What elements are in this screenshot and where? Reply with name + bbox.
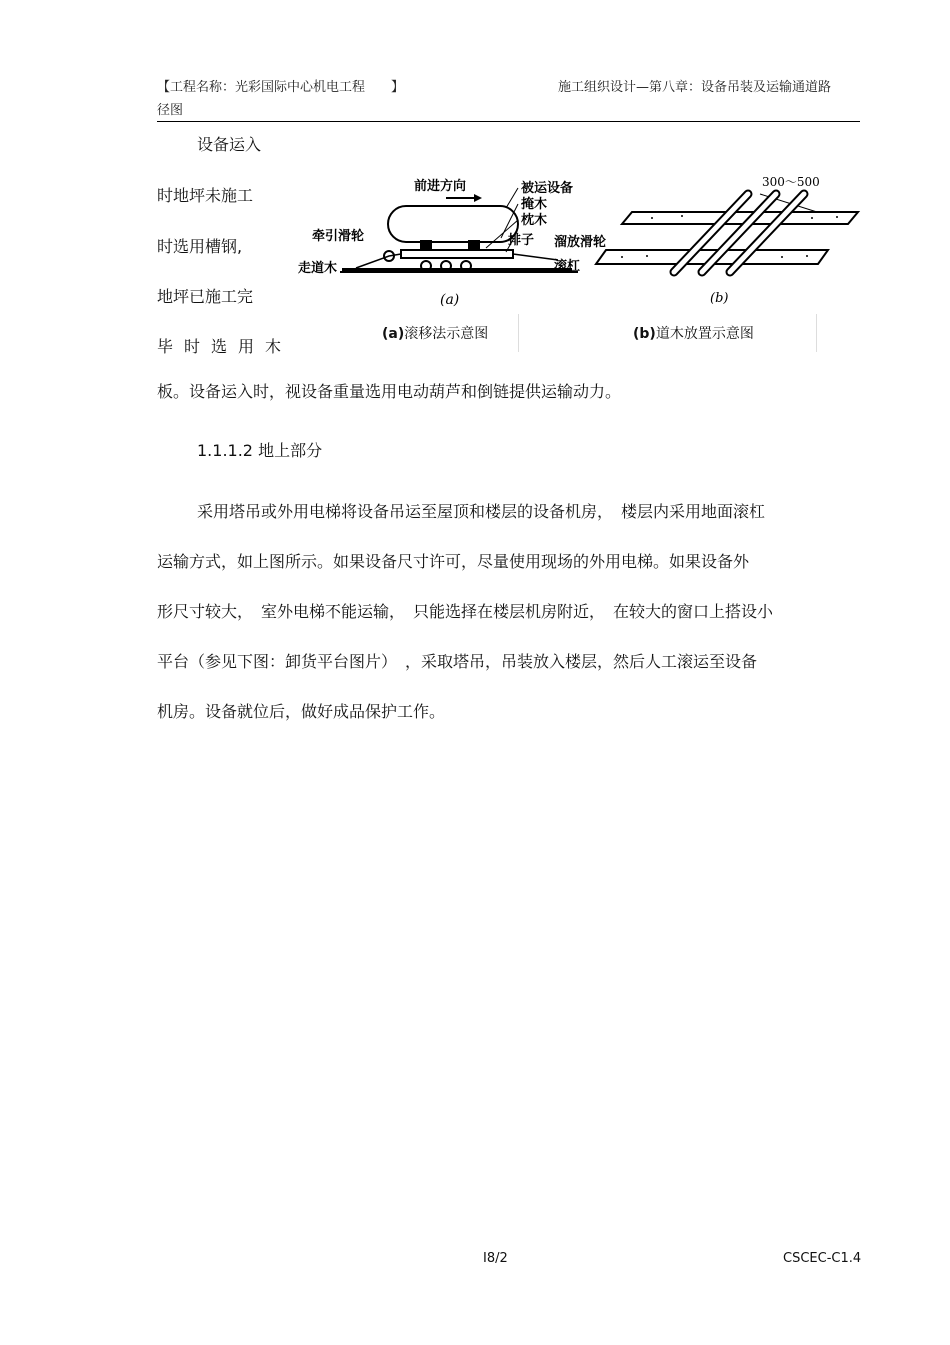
subfig-label-a: (a)	[440, 292, 460, 308]
support-block-left	[420, 240, 432, 250]
caption-divider-1	[518, 314, 519, 352]
caption-b-text: 道木放置示意图	[655, 326, 754, 342]
left-text-line-3: 时选用槽钢,	[157, 237, 243, 256]
label-release-pulley: 溜放滑轮	[554, 235, 607, 250]
paragraph-2-line-5: 机房。设备就位后，做好成品保护工作。	[157, 702, 446, 721]
section-heading: 1.1.1.2 地上部分	[197, 441, 323, 460]
support-block-right	[468, 240, 480, 250]
label-pull-pulley: 牵引滑轮	[312, 229, 365, 244]
label-equipment: 被运设备	[521, 181, 574, 196]
caption-b	[633, 323, 754, 343]
paragraph-1-tail: 板。设备运入时，视设备重量选用电动葫芦和倒链提供运输动力。	[157, 382, 622, 401]
left-text-line-1: 设备运入	[197, 135, 262, 154]
caption-divider-2	[816, 314, 817, 352]
caption-b-prefix: (b)	[633, 326, 656, 342]
label-track-wood: 走道木	[298, 261, 338, 276]
label-raft: 排子	[508, 233, 535, 248]
raft-shape	[401, 250, 513, 258]
caption-a-prefix: (a)	[382, 326, 405, 342]
label-pillow-wood: 枕木	[521, 213, 548, 228]
track-wood-bar	[342, 268, 572, 272]
figure-rolling-method	[296, 172, 607, 312]
label-dimension: 300～500	[762, 175, 820, 189]
paragraph-2-line-3: 形尺寸较大， 室外电梯不能运输， 只能选择在楼层机房附近， 在较大的窗口上搭设小	[157, 602, 774, 621]
header-rule	[157, 121, 860, 122]
paragraph-2-line-4: 平台（参见下图：卸货平台图片） ，采取塔吊，吊装放入楼层，然后人工滚运至设备	[157, 652, 758, 671]
footer-document-code: CSCEC-C1.4	[783, 1251, 862, 1266]
direction-arrowhead	[474, 194, 482, 202]
board-back	[622, 212, 858, 224]
caption-a-text: 滚移法示意图	[404, 326, 489, 342]
caption-a	[382, 323, 488, 343]
paragraph-2-line-2: 运输方式，如上图所示。如果设备尺寸许可，尽量使用现场的外用电梯。如果设备外	[157, 552, 750, 571]
header-chapter-title: 施工组织设计—第八章：设备吊装及运输通道路	[558, 80, 832, 95]
label-direction: 前进方向	[414, 179, 467, 194]
header-project-name-continued: 径图	[157, 103, 184, 118]
paragraph-2-line-1: 采用塔吊或外用电梯将设备吊运至屋顶和楼层的设备机房， 楼层内采用地面滚杠	[197, 502, 766, 521]
header-project-name: 【工程名称：光彩国际中心机电工程 】	[157, 80, 405, 95]
label-roller: 滚杠	[554, 259, 581, 274]
label-cover-wood: 掩木	[521, 197, 548, 212]
left-text-line-2: 时地坪未施工	[157, 186, 254, 205]
left-text-line-4: 地坪已施工完	[157, 287, 254, 306]
subfig-label-b: (b)	[710, 291, 729, 306]
release-rope	[513, 254, 558, 260]
left-text-line-5: 毕时选用木	[157, 337, 293, 356]
figure-sleeper-placement	[592, 172, 862, 312]
leader-equipment	[506, 188, 518, 208]
footer-page-number: I8/2	[483, 1251, 508, 1266]
